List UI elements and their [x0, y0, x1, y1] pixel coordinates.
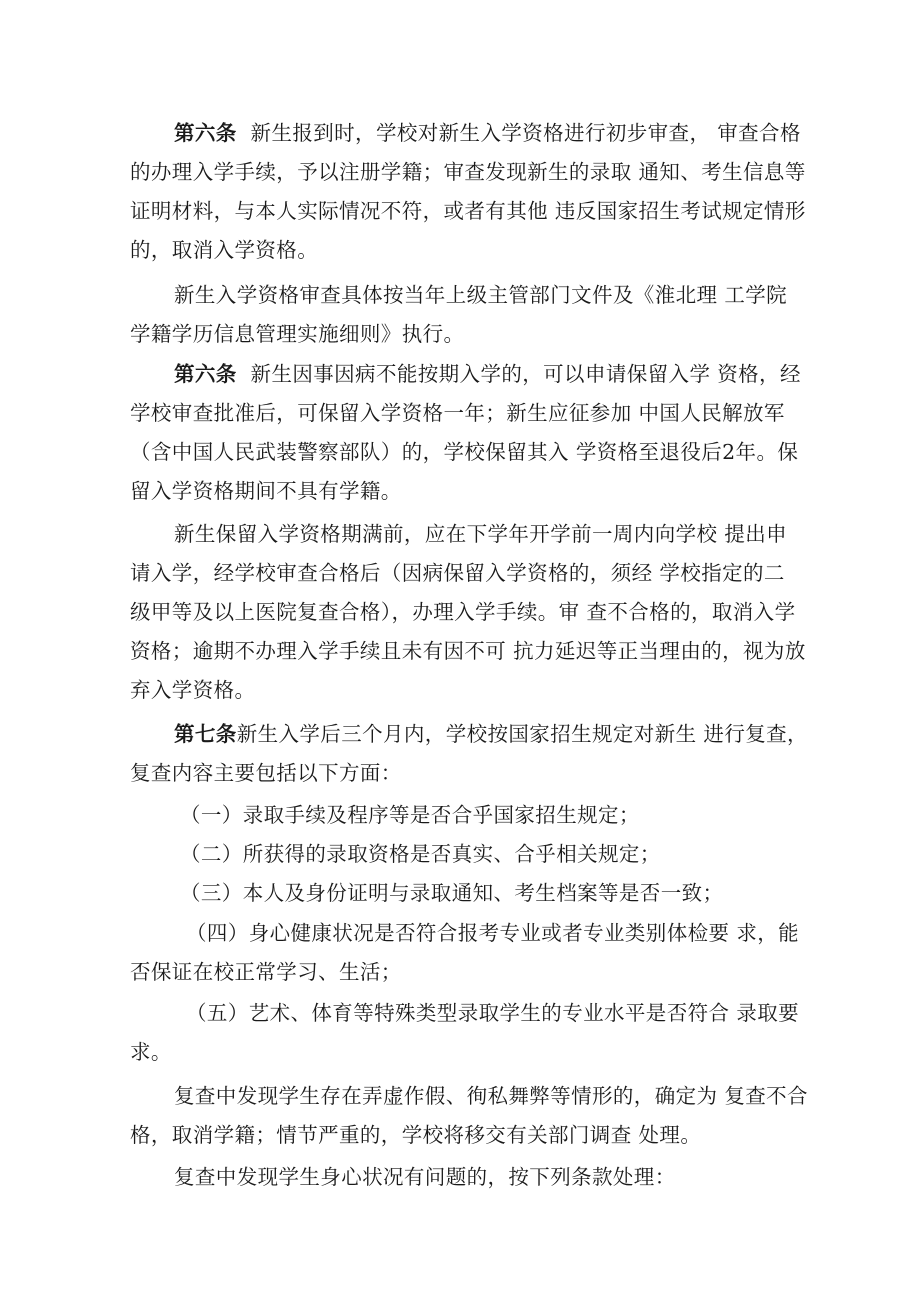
paragraph-line: 学籍学历信息管理实施细则》执行。	[130, 322, 465, 346]
paragraph-line: 否保证在校正常学习、生活；	[130, 960, 402, 984]
article-number: 第六条	[174, 121, 237, 145]
paragraph-line: （含中国人民武装警察部队）的，学校保留其入 学资格至退役后2年。保	[130, 440, 799, 464]
paragraph-line: 的办理入学手续，予以注册学籍；审查发现新生的录取 通知、考生信息等	[130, 160, 806, 184]
article-6b-line-1	[174, 361, 801, 387]
article-number: 第七条	[174, 722, 237, 746]
line-text: 新生入学后三个月内，学校按国家招生规定对新生 进行复查，	[236, 722, 808, 746]
paragraph-line: 格，取消学籍；情节严重的，学校将移交有关部门调查 处理。	[130, 1123, 702, 1147]
paragraph-line: 留入学资格期间不具有学籍。	[130, 479, 402, 503]
paragraph-line: 复查中发现学生存在弄虚作假、徇私舞弊等情形的，确定为 复查不合	[174, 1084, 808, 1108]
article-7-line-1	[174, 721, 808, 747]
list-item: （一）录取手续及程序等是否合乎国家招生规定；	[180, 803, 640, 827]
paragraph-line: 弃入学资格。	[130, 678, 256, 702]
paragraph-line: 复查中发现学生身心状况有问题的，按下列条款处理：	[174, 1165, 676, 1189]
list-item: （三）本人及身份证明与录取通知、考生档案等是否一致；	[180, 881, 724, 905]
article-6-line-1	[174, 120, 801, 146]
paragraph-line: 求。	[130, 1040, 172, 1064]
paragraph-line: 请入学，经学校审查合格后（因病保留入学资格的，须经 学校指定的二	[130, 561, 785, 585]
article-number: 第六条	[174, 362, 237, 386]
line-text: 新生因事因病不能按期入学的，可以申请保留入学 资格，经	[250, 362, 801, 386]
list-item: （四）身心健康状况是否符合报考专业或者专业类别体检要 求，能	[186, 921, 800, 945]
list-item: （二）所获得的录取资格是否真实、合乎相关规定；	[180, 842, 661, 866]
paragraph-line: 资格；逾期不办理入学手续且未有因不可 抗力延迟等正当理由的，视为放	[130, 639, 806, 663]
paragraph-line: 证明材料，与本人实际情况不符，或者有其他 违反国家招生考试规定情形	[130, 199, 806, 223]
paragraph-line: 的，取消入学资格。	[130, 238, 319, 262]
paragraph-line: 新生保留入学资格期满前，应在下学年开学前一周内向学校 提出申	[174, 522, 788, 546]
line-text: 新生报到时，学校对新生入学资格进行初步审查， 审查合格	[250, 121, 801, 145]
list-item: （五）艺术、体育等特殊类型录取学生的专业水平是否符合 录取要	[186, 1001, 800, 1025]
paragraph-line: 学校审查批准后，可保留入学资格一年；新生应征参加 中国人民解放军	[130, 401, 785, 425]
paragraph-line: 复查内容主要包括以下方面：	[130, 761, 402, 785]
paragraph-line: 新生入学资格审查具体按当年上级主管部门文件及《淮北理 工学院	[174, 283, 788, 307]
paragraph-line: 级甲等及以上医院复查合格），办理入学手续。审 查不合格的，取消入学	[130, 600, 796, 624]
